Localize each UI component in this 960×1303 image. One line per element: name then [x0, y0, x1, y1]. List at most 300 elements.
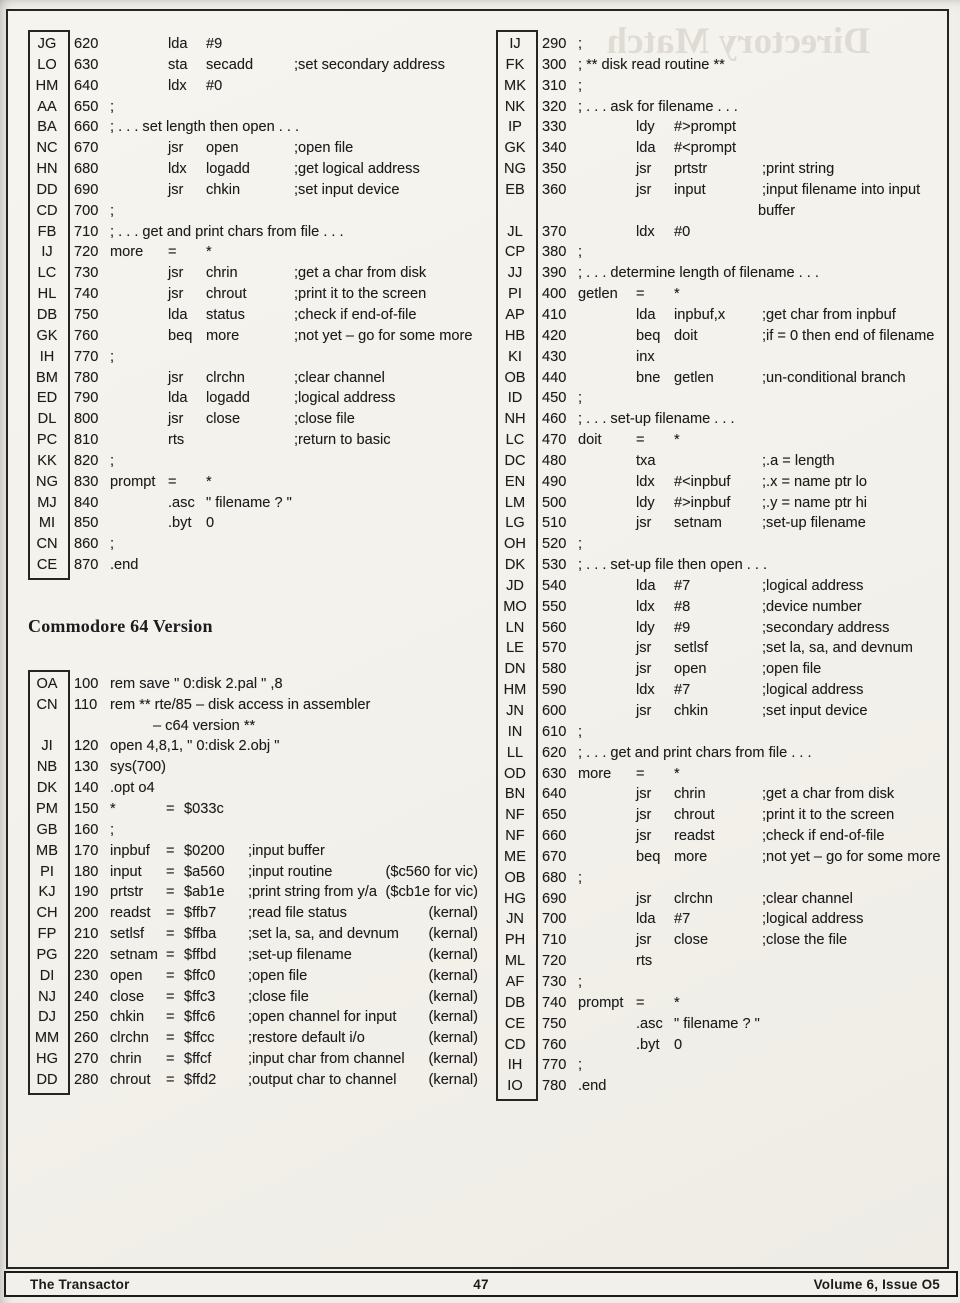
line-number: 140	[74, 780, 99, 797]
line-text: ;	[110, 348, 115, 365]
equals-sign: =	[166, 1071, 175, 1088]
line-number: 440	[542, 369, 567, 386]
kernal-note: (kernal)	[428, 967, 478, 984]
operand: #0	[206, 77, 223, 94]
label	[578, 826, 636, 847]
code-line	[28, 1028, 480, 1049]
checksum-code: GK	[36, 327, 58, 344]
code-line	[496, 117, 946, 138]
line-number: 740	[74, 286, 99, 303]
kernal-note: (kernal)	[428, 1051, 478, 1068]
address-value: $0200	[184, 842, 225, 859]
comment: ;set la, sa, and devnum	[762, 640, 913, 657]
label	[110, 180, 168, 201]
code-line	[496, 97, 946, 118]
code-line	[496, 805, 946, 826]
code-line	[28, 736, 480, 757]
address-value: $ab1e	[184, 884, 225, 901]
operand: *	[674, 765, 680, 782]
comment: ;set input device	[294, 181, 400, 198]
comment: ;output char to channel	[248, 1071, 397, 1088]
operand: status	[206, 306, 245, 323]
code-line	[496, 930, 946, 951]
code-line	[496, 326, 946, 347]
checksum-code: EN	[504, 473, 526, 490]
symbol-label: *	[110, 801, 116, 817]
equals-sign: =	[166, 801, 175, 817]
code-line	[496, 597, 946, 618]
operand: setnam	[674, 515, 722, 532]
line-number: 620	[542, 744, 567, 761]
checksum-code: EB	[505, 181, 525, 198]
code-line	[496, 34, 946, 55]
line-text: rem save " 0:disk 2.pal " ,8	[110, 675, 283, 692]
code-line	[28, 180, 480, 201]
label: more	[578, 765, 612, 782]
code-line	[28, 326, 480, 347]
checksum-code: ED	[36, 390, 58, 407]
checksum-code: HM	[503, 682, 527, 699]
line-number: 410	[542, 306, 567, 323]
checksum-code: LE	[506, 640, 524, 657]
checksum-code: LN	[505, 619, 525, 636]
equals-sign: =	[166, 1030, 175, 1047]
address-value: $033c	[184, 801, 224, 817]
comment: ;input routine	[248, 863, 333, 880]
code-line	[496, 847, 946, 868]
comment: ;close file	[294, 411, 355, 428]
line-number: 160	[74, 821, 99, 838]
operand: inpbuf,x	[674, 306, 726, 323]
checksum-code: MK	[504, 77, 526, 94]
line-number: 850	[74, 515, 99, 532]
operand: #9	[674, 619, 691, 636]
checksum-code: IJ	[509, 36, 521, 52]
line-number: 600	[542, 703, 567, 719]
checksum-code: PM	[36, 801, 58, 817]
comment: ;.a = length	[762, 452, 835, 469]
code-line	[28, 882, 480, 903]
checksum-code: HN	[36, 161, 58, 178]
line-number: 800	[74, 411, 99, 428]
code-line	[496, 659, 946, 680]
symbol-label: prtstr	[110, 884, 144, 901]
checksum-code: IP	[508, 119, 522, 136]
code-line	[496, 1035, 946, 1056]
opcode: lda	[636, 140, 656, 157]
operand: clrchn	[206, 369, 245, 386]
line-number: 830	[74, 473, 99, 490]
kernal-note: (kernal)	[428, 988, 478, 1005]
code-line	[28, 716, 480, 737]
wrapped-continuation-text: buffer	[758, 202, 796, 219]
line-number: 670	[542, 848, 567, 865]
code-line	[28, 263, 480, 284]
checksum-code: AP	[505, 306, 525, 323]
checksum-code: NH	[504, 411, 526, 428]
opcode: .asc	[168, 494, 195, 511]
address-value: $ffb7	[184, 905, 217, 922]
comment: ;un-conditional branch	[762, 369, 906, 386]
symbol-label: chrout	[110, 1071, 151, 1088]
comment: ;close file	[248, 988, 309, 1005]
line-number: 170	[74, 842, 99, 859]
checksum-code: HG	[504, 890, 526, 907]
label	[578, 368, 636, 389]
comment: ;print it to the screen	[294, 286, 427, 303]
line-number: 700	[542, 911, 567, 928]
label	[578, 1035, 636, 1056]
comment: ;not yet – go for some more	[762, 848, 941, 865]
line-number: 310	[542, 77, 567, 94]
opcode: lda	[168, 390, 188, 407]
line-number: 710	[542, 932, 567, 949]
equals-sign: =	[166, 863, 175, 880]
code-line	[496, 868, 946, 889]
comment: ;set la, sa, and devnum	[248, 926, 399, 943]
opcode: jsr	[636, 807, 652, 824]
line-number: 770	[74, 348, 99, 365]
code-line	[28, 674, 480, 695]
operand: #7	[674, 911, 691, 928]
label	[578, 680, 636, 701]
line-number: 240	[74, 988, 99, 1005]
label	[110, 430, 168, 451]
comment: ;check if end-of-file	[294, 306, 417, 323]
opcode: beq	[636, 327, 661, 344]
operand: chkin	[674, 703, 709, 719]
line-number: 120	[74, 738, 99, 755]
checksum-code: MB	[36, 842, 58, 859]
comment: ;set-up filename	[762, 515, 866, 532]
operand: readst	[674, 828, 715, 845]
operand: " filename ? "	[674, 1015, 760, 1032]
line-number: 470	[542, 432, 567, 449]
code-line	[496, 680, 946, 701]
line-number: 680	[74, 161, 99, 178]
code-line	[496, 347, 946, 368]
code-line	[28, 757, 480, 778]
label	[110, 305, 168, 326]
opcode: jsr	[636, 640, 652, 657]
checksum-code: LG	[505, 515, 525, 532]
opcode: ldy	[636, 119, 655, 136]
code-line	[28, 820, 480, 841]
code-line	[496, 784, 946, 805]
code-line	[496, 159, 946, 180]
code-line	[496, 701, 946, 722]
line-number: 100	[74, 675, 99, 692]
code-line	[496, 388, 946, 409]
checksum-code: MO	[503, 598, 527, 615]
line-number: 550	[542, 598, 567, 615]
line-number: 340	[542, 140, 567, 157]
checksum-code: IJ	[41, 244, 53, 261]
checksum-code: HB	[504, 327, 526, 344]
symbol-label: open	[110, 967, 143, 984]
comment: ;device number	[762, 598, 862, 615]
section-heading: Commodore 64 Version	[28, 616, 213, 636]
operand: close	[674, 932, 709, 949]
operand: prtstr	[674, 161, 708, 178]
code-line	[28, 966, 480, 987]
kernal-note: (kernal)	[428, 905, 478, 922]
checksum-code: CN	[36, 536, 58, 553]
equals-sign: =	[166, 905, 175, 922]
kernal-note: (kernal)	[428, 1030, 478, 1047]
opcode: lda	[636, 306, 656, 323]
line-number: 860	[74, 536, 99, 553]
opcode: rts	[636, 953, 653, 970]
comment: ;.x = name ptr lo	[762, 473, 868, 490]
opcode: .asc	[636, 1015, 663, 1032]
operand: chrin	[674, 786, 706, 803]
comment: ;if = 0 then end of filename	[762, 327, 935, 344]
line-number: 250	[74, 1009, 99, 1026]
line-number: 430	[542, 348, 567, 365]
operand: *	[674, 286, 680, 303]
checksum-code: LC	[37, 265, 57, 282]
checksum-code: LC	[505, 432, 525, 449]
code-line	[496, 76, 946, 97]
line-text: ; . . . get and print chars from file . . .	[578, 744, 812, 761]
operand: 0	[674, 1036, 683, 1053]
equals-sign: =	[166, 988, 175, 1005]
label	[578, 222, 636, 243]
line-number: 630	[74, 56, 99, 73]
line-number: 540	[542, 577, 567, 594]
code-line	[28, 799, 480, 820]
opcode: ldy	[636, 619, 655, 636]
code-line	[28, 451, 480, 472]
line-number: 270	[74, 1051, 99, 1068]
opcode: jsr	[636, 181, 652, 198]
opcode: ldx	[636, 473, 655, 490]
comment: ;logical address	[762, 577, 864, 594]
line-text: .end	[578, 1078, 607, 1095]
opcode: ldx	[636, 598, 655, 615]
checksum-code: GB	[36, 821, 58, 838]
checksum-code: KJ	[38, 884, 56, 901]
checksum-code: FB	[37, 223, 57, 240]
magazine-title: The Transactor	[30, 1276, 130, 1292]
code-line	[496, 764, 946, 785]
comment: ;open channel for input	[248, 1009, 397, 1026]
line-number: 560	[542, 619, 567, 636]
symbol-label: clrchn	[110, 1030, 149, 1047]
checksum-code: HG	[36, 1051, 58, 1068]
opcode: jsr	[168, 286, 184, 303]
line-number: 330	[542, 119, 567, 136]
line-number: 520	[542, 536, 567, 553]
line-number: 670	[74, 140, 99, 157]
operand: #<inpbuf	[674, 473, 731, 490]
checksum-code: DL	[37, 411, 57, 428]
code-line	[28, 841, 480, 862]
checksum-code: JI	[41, 738, 53, 755]
checksum-code: IH	[507, 1057, 523, 1074]
line-number: 820	[74, 452, 99, 469]
label	[110, 368, 168, 389]
symbol-label: chrin	[110, 1051, 142, 1068]
code-line	[28, 55, 480, 76]
code-line	[28, 862, 480, 883]
code-line	[28, 222, 480, 243]
code-listing-pet-tail	[28, 30, 480, 580]
code-line	[28, 409, 480, 430]
right-column	[496, 30, 946, 1101]
code-line	[28, 138, 480, 159]
code-line	[496, 55, 946, 76]
code-line	[28, 1070, 480, 1091]
code-line	[496, 513, 946, 534]
code-line	[496, 430, 946, 451]
checksum-code: JG	[37, 36, 57, 52]
opcode: bne	[636, 369, 661, 386]
symbol-label: setlsf	[110, 926, 145, 943]
checksum-code: BA	[37, 119, 57, 136]
checksum-code: OH	[504, 536, 526, 553]
checksum-code: DD	[36, 1071, 58, 1088]
checksum-code: JN	[506, 703, 524, 719]
checksum-rail	[28, 30, 70, 580]
code-line	[496, 993, 946, 1014]
line-number: 690	[74, 181, 99, 198]
code-line	[496, 722, 946, 743]
checksum-code: NK	[504, 98, 526, 115]
symbol-label: inpbuf	[110, 842, 150, 859]
comment: ;logical address	[294, 390, 396, 407]
checksum-code: PC	[36, 432, 58, 449]
code-line	[496, 409, 946, 430]
code-line	[496, 305, 946, 326]
line-number: 500	[542, 494, 567, 511]
symbol-label: setnam	[110, 946, 158, 963]
comment: ;set-up filename	[248, 946, 352, 963]
label: prompt	[110, 473, 156, 490]
line-text: ;	[110, 452, 115, 469]
line-number: 780	[542, 1078, 567, 1095]
opcode: jsr	[168, 181, 184, 198]
label	[110, 34, 168, 55]
checksum-code: HM	[35, 77, 59, 94]
kernal-note: (kernal)	[428, 926, 478, 943]
checksum-code: NF	[505, 807, 525, 824]
comment: ;print it to the screen	[762, 807, 895, 824]
checksum-code: JD	[506, 577, 524, 594]
code-line	[28, 430, 480, 451]
checksum-code: JJ	[507, 265, 523, 282]
address-value: $ffc3	[184, 988, 216, 1005]
label	[110, 159, 168, 180]
opcode: lda	[168, 306, 188, 323]
operand: " filename ? "	[206, 494, 292, 511]
label	[578, 930, 636, 951]
comment: ;get logical address	[294, 161, 420, 178]
line-text: ;	[578, 244, 583, 261]
code-line	[28, 34, 480, 55]
line-number: 590	[542, 682, 567, 699]
line-number: 780	[74, 369, 99, 386]
operand: close	[206, 411, 241, 428]
label: doit	[578, 432, 602, 449]
line-number: 370	[542, 223, 567, 240]
checksum-rail	[28, 670, 70, 1095]
equals-sign: =	[166, 884, 175, 901]
code-line	[28, 472, 480, 493]
equals-sign: =	[166, 967, 175, 984]
line-text: ; . . . set length then open . . .	[110, 119, 300, 136]
label	[578, 701, 636, 722]
line-number: 300	[542, 56, 567, 73]
line-number: 720	[542, 953, 567, 970]
code-line	[496, 826, 946, 847]
code-line	[496, 1055, 946, 1076]
line-number: 350	[542, 161, 567, 178]
code-line	[28, 284, 480, 305]
code-line	[28, 117, 480, 138]
operand: chrout	[674, 807, 715, 824]
left-column	[28, 30, 480, 1095]
checksum-code: OA	[36, 675, 58, 692]
checksum-code: IH	[39, 348, 55, 365]
code-line	[496, 743, 946, 764]
code-line	[496, 576, 946, 597]
checksum-code: HL	[37, 286, 57, 303]
checksum-code: ID	[507, 390, 523, 407]
line-text: ;	[578, 536, 583, 553]
checksum-code: LL	[506, 744, 524, 761]
line-number: 640	[74, 77, 99, 94]
label	[578, 138, 636, 159]
checksum-code: MJ	[37, 494, 57, 511]
operand	[674, 347, 762, 368]
opcode: =	[636, 286, 645, 303]
code-line	[496, 263, 946, 284]
label	[578, 951, 636, 972]
line-text: ;	[578, 77, 583, 94]
opcode: jsr	[636, 786, 652, 803]
kernal-note: (kernal)	[428, 1009, 478, 1026]
code-line	[28, 987, 480, 1008]
label	[578, 909, 636, 930]
comment: ;close the file	[762, 932, 848, 949]
comment: ;return to basic	[294, 432, 391, 449]
checksum-code: DD	[36, 181, 58, 198]
symbol-label: readst	[110, 905, 151, 922]
kernal-note: (kernal)	[428, 946, 478, 963]
operand: #0	[674, 223, 691, 240]
line-number: 640	[542, 786, 567, 803]
line-number: 200	[74, 905, 99, 922]
code-listing-c64-part2	[496, 30, 946, 1101]
line-number: 650	[542, 807, 567, 824]
code-line	[496, 284, 946, 305]
checksum-code: PH	[504, 932, 526, 949]
operand: setlsf	[674, 640, 709, 657]
opcode: ldy	[636, 494, 655, 511]
line-number: 750	[74, 306, 99, 323]
line-number: 180	[74, 863, 99, 880]
code-line	[28, 534, 480, 555]
opcode: lda	[168, 36, 188, 52]
equals-sign: =	[166, 842, 175, 859]
label	[578, 326, 636, 347]
label	[578, 513, 636, 534]
checksum-code: CD	[36, 202, 58, 219]
code-line	[496, 368, 946, 389]
operand: input	[674, 181, 706, 198]
